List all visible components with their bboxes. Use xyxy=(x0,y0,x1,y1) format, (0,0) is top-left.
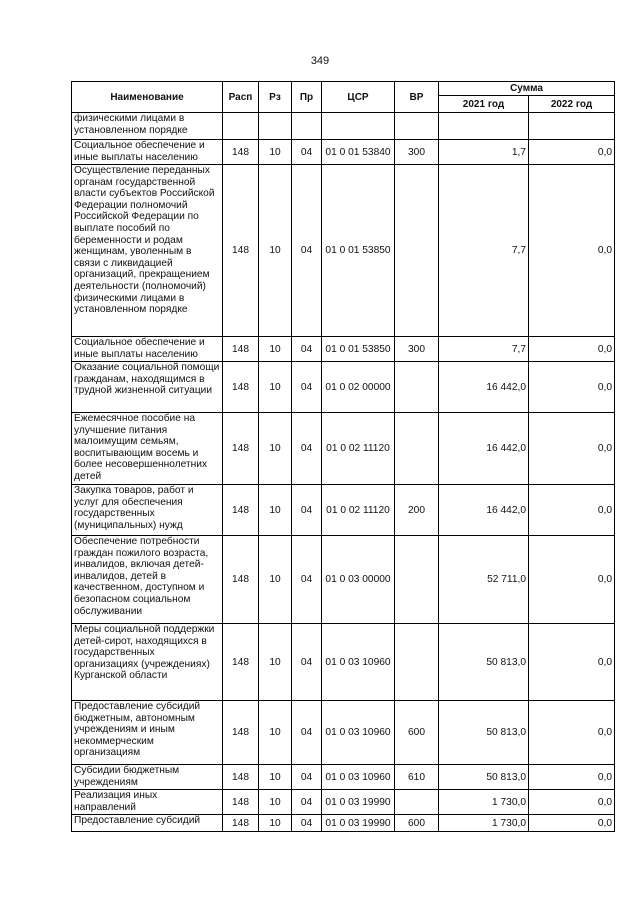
header-rz: Рз xyxy=(259,82,292,113)
row-csr: 01 0 03 00000 xyxy=(322,536,395,624)
table-row xyxy=(72,790,615,815)
row-rasp: 148 xyxy=(223,165,259,337)
row-rz: 10 xyxy=(259,624,292,701)
header-vr: ВР xyxy=(395,82,439,113)
row-sum-2021 xyxy=(439,113,529,140)
header-2022: 2022 год xyxy=(529,96,615,113)
row-rz: 10 xyxy=(259,815,292,832)
table-row xyxy=(72,765,615,790)
row-sum-2021: 50 813,0 xyxy=(439,765,529,790)
row-sum-2022: 0,0 xyxy=(529,701,615,765)
row-rasp: 148 xyxy=(223,765,259,790)
row-rasp: 148 xyxy=(223,536,259,624)
row-csr: 01 0 03 19990 xyxy=(322,790,395,815)
table-row xyxy=(72,536,615,624)
row-name: Ежемесячное пособие на улучшение питания малоимущим семьям, воспитывающим восемь и более несовершеннолетних детей xyxy=(72,413,223,485)
row-pr: 04 xyxy=(292,140,322,165)
row-name: Социальное обеспечение и иные выплаты населению xyxy=(72,140,223,165)
row-pr: 04 xyxy=(292,765,322,790)
page-number: 349 xyxy=(310,55,330,67)
row-sum-2022: 0,0 xyxy=(529,536,615,624)
row-sum-2022: 0,0 xyxy=(529,485,615,536)
row-rasp: 148 xyxy=(223,815,259,832)
row-vr xyxy=(395,624,439,701)
table-row xyxy=(72,624,615,701)
row-csr: 01 0 02 00000 xyxy=(322,362,395,413)
row-vr: 600 xyxy=(395,815,439,832)
row-rasp: 148 xyxy=(223,790,259,815)
row-sum-2021: 1,7 xyxy=(439,140,529,165)
row-vr: 300 xyxy=(395,140,439,165)
row-vr: 300 xyxy=(395,337,439,362)
row-name: Социальное обеспечение и иные выплаты населению xyxy=(72,337,223,362)
row-pr: 04 xyxy=(292,701,322,765)
table-row xyxy=(72,362,615,413)
row-sum-2022 xyxy=(529,113,615,140)
row-rz: 10 xyxy=(259,413,292,485)
row-csr: 01 0 02 11120 xyxy=(322,413,395,485)
row-pr: 04 xyxy=(292,624,322,701)
row-pr xyxy=(292,113,322,140)
row-vr xyxy=(395,113,439,140)
row-pr: 04 xyxy=(292,790,322,815)
row-sum-2022: 0,0 xyxy=(529,790,615,815)
row-sum-2021: 50 813,0 xyxy=(439,624,529,701)
row-csr: 01 0 03 10960 xyxy=(322,624,395,701)
row-rz: 10 xyxy=(259,485,292,536)
row-name: Субсидии бюджетным учреждениям xyxy=(72,765,223,790)
row-csr: 01 0 01 53850 xyxy=(322,165,395,337)
row-sum-2021: 16 442,0 xyxy=(439,485,529,536)
row-pr: 04 xyxy=(292,362,322,413)
row-csr: 01 0 03 10960 xyxy=(322,765,395,790)
table-row xyxy=(72,140,615,165)
row-sum-2022: 0,0 xyxy=(529,765,615,790)
row-rasp: 148 xyxy=(223,140,259,165)
row-name: Осуществление переданных органам государственной власти субъектов Российской Федерации полномочий Российской Федерации по выплате пособий по беременности и родам женщинам, уволенным в связи с ликвидацией организаций, прекращением деятельности (полномочий) физическими лицами в установленном порядке xyxy=(72,165,223,337)
row-rasp: 148 xyxy=(223,362,259,413)
row-rasp xyxy=(223,113,259,140)
row-name: Предоставление субсидий xyxy=(72,815,223,832)
row-sum-2021: 52 711,0 xyxy=(439,536,529,624)
table-row xyxy=(72,701,615,765)
table-row xyxy=(72,113,615,140)
row-pr: 04 xyxy=(292,165,322,337)
row-sum-2022: 0,0 xyxy=(529,413,615,485)
row-vr xyxy=(395,536,439,624)
row-rasp: 148 xyxy=(223,701,259,765)
row-sum-2022: 0,0 xyxy=(529,165,615,337)
row-pr: 04 xyxy=(292,337,322,362)
row-vr: 600 xyxy=(395,701,439,765)
row-pr: 04 xyxy=(292,536,322,624)
table-row xyxy=(72,485,615,536)
row-sum-2021: 1 730,0 xyxy=(439,790,529,815)
row-rz: 10 xyxy=(259,765,292,790)
row-pr: 04 xyxy=(292,413,322,485)
row-rz xyxy=(259,113,292,140)
row-sum-2022: 0,0 xyxy=(529,337,615,362)
row-sum-2021: 16 442,0 xyxy=(439,362,529,413)
row-rz: 10 xyxy=(259,536,292,624)
header-csr: ЦСР xyxy=(322,82,395,113)
row-pr: 04 xyxy=(292,815,322,832)
row-pr: 04 xyxy=(292,485,322,536)
header-rasp: Расп xyxy=(223,82,259,113)
row-csr: 01 0 01 53840 xyxy=(322,140,395,165)
row-csr xyxy=(322,113,395,140)
row-sum-2022: 0,0 xyxy=(529,815,615,832)
row-rasp: 148 xyxy=(223,413,259,485)
row-rz: 10 xyxy=(259,165,292,337)
table-row xyxy=(72,413,615,485)
table-row xyxy=(72,165,615,337)
row-csr: 01 0 02 11120 xyxy=(322,485,395,536)
row-rasp: 148 xyxy=(223,624,259,701)
table-row xyxy=(72,337,615,362)
row-rz: 10 xyxy=(259,140,292,165)
row-sum-2021: 50 813,0 xyxy=(439,701,529,765)
row-rasp: 148 xyxy=(223,337,259,362)
row-rz: 10 xyxy=(259,362,292,413)
row-sum-2022: 0,0 xyxy=(529,140,615,165)
row-vr xyxy=(395,362,439,413)
row-sum-2021: 1 730,0 xyxy=(439,815,529,832)
row-csr: 01 0 01 53850 xyxy=(322,337,395,362)
row-vr xyxy=(395,790,439,815)
header-name: Наименование xyxy=(72,82,223,113)
row-name: физическими лицами в установленном порядке xyxy=(72,113,223,140)
row-sum-2022: 0,0 xyxy=(529,362,615,413)
table-row xyxy=(72,815,615,832)
row-rz: 10 xyxy=(259,790,292,815)
row-csr: 01 0 03 10960 xyxy=(322,701,395,765)
header-sum: Сумма xyxy=(439,82,615,96)
row-rasp: 148 xyxy=(223,485,259,536)
row-name: Оказание социальной помощи гражданам, находящимся в трудной жизненной ситуации xyxy=(72,362,223,413)
row-name: Предоставление субсидий бюджетным, автономным учреждениям и иным некоммерческим организациям xyxy=(72,701,223,765)
row-rz: 10 xyxy=(259,701,292,765)
row-sum-2021: 7,7 xyxy=(439,165,529,337)
row-vr: 200 xyxy=(395,485,439,536)
header-pr: Пр xyxy=(292,82,322,113)
row-rz: 10 xyxy=(259,337,292,362)
row-vr xyxy=(395,413,439,485)
row-csr: 01 0 03 19990 xyxy=(322,815,395,832)
budget-table xyxy=(71,81,615,832)
row-vr: 610 xyxy=(395,765,439,790)
row-vr xyxy=(395,165,439,337)
row-name: Реализация иных направлений xyxy=(72,790,223,815)
row-name: Закупка товаров, работ и услуг для обеспечения государственных (муниципальных) нужд xyxy=(72,485,223,536)
row-sum-2021: 7,7 xyxy=(439,337,529,362)
row-name: Меры социальной поддержки детей-сирот, находящихся в государственных организациях (учреждениях) Курганской области xyxy=(72,624,223,701)
row-name: Обеспечение потребности граждан пожилого возраста, инвалидов, включая детей-инвалидов, детей в качественном, доступном и безопасном социальном обслуживании xyxy=(72,536,223,624)
row-sum-2022: 0,0 xyxy=(529,624,615,701)
row-sum-2021: 16 442,0 xyxy=(439,413,529,485)
header-2021: 2021 год xyxy=(439,96,529,113)
